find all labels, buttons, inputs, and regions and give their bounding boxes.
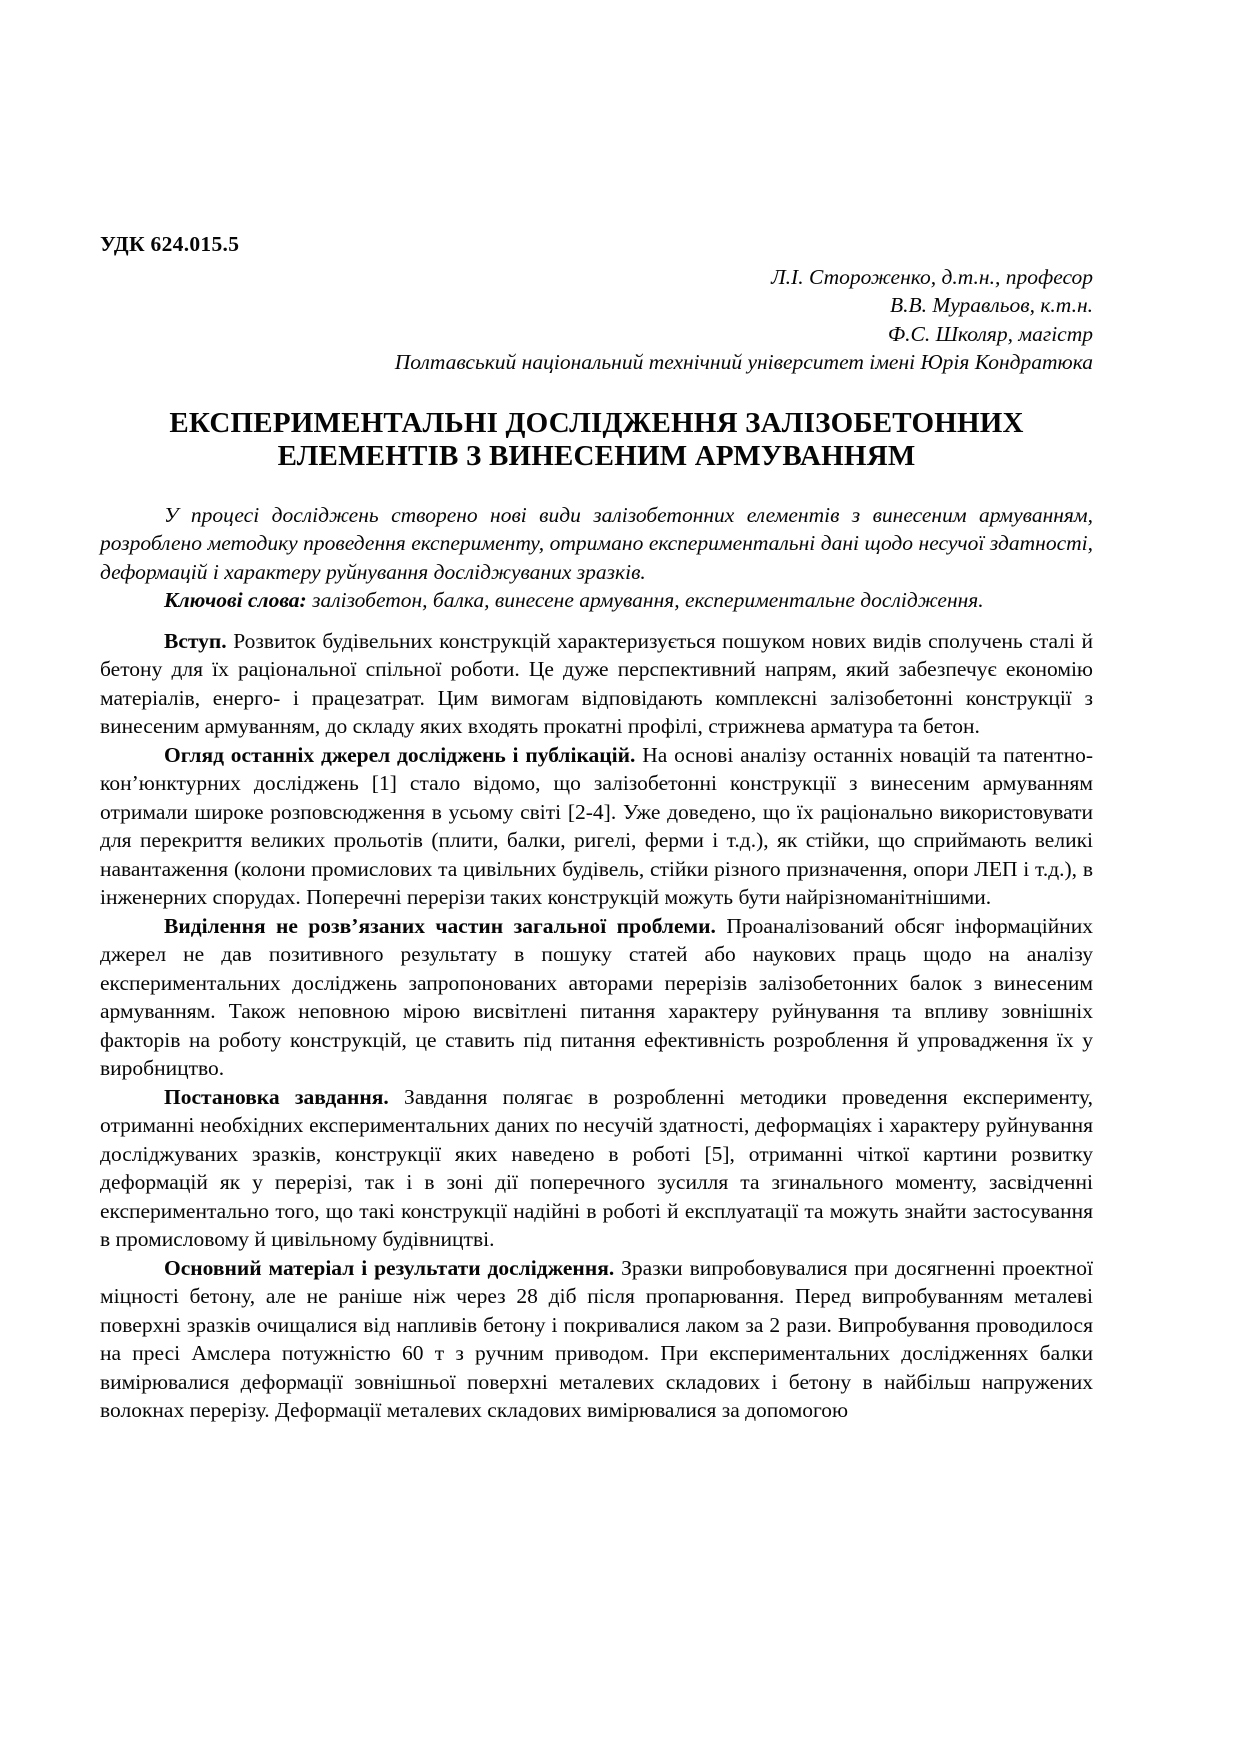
section-main-material <box>100 1254 1093 1425</box>
author-line-2: В.В. Муравльов, к.т.н. <box>889 293 1093 317</box>
section-review-text: На основі аналізу останніх новацій та патентно-кон’юнктурних досліджень [1] стало відомо, що залізобетонні конструкції з винесеним армуванням отримали широке розповсюдження в усьому світі [2-4]. Уже доведено, що їх раціонально використовувати для перекриття великих прольотів (плити, балки, ригелі, ферми і т.д.), як стійки, що сприймають великі навантаження (колони промислових та цивільних будівель, стійки різного призначення, опори ЛЕП і т.д.), в інженерних спорудах. Поперечні перерізи таких конструкцій можуть бути найрізноманітнішими. <box>100 742 1093 909</box>
section-task-statement <box>100 1083 1093 1254</box>
document-body <box>100 230 1093 1425</box>
section-intro <box>100 627 1093 741</box>
abstract: У процесі досліджень створено нові види залізобетонних елементів з винесеним армуванням, розроблено методику проведення експерименту, отримано експериментальні дані щодо несучої здатності, деформацій і характеру руйнування досліджуваних зразків. <box>100 502 1093 584</box>
authors-block <box>100 263 1093 349</box>
article-title <box>100 407 1093 473</box>
section-unsolved-problem-heading: Виділення не розв’язаних частин загальної проблеми. <box>164 913 716 938</box>
author-line-3: Ф.С. Школяр, магістр <box>887 321 1093 346</box>
affiliation: Полтавський національний технічний університет імені Юрія Кондратюка <box>394 350 1093 374</box>
section-main-material-heading: Основний матеріал і результати дослідження. <box>164 1255 615 1280</box>
section-review-heading: Огляд останніх джерел досліджень і публікацій. <box>164 742 636 767</box>
section-task-statement-text: Завдання полягає в розробленні методики проведення експерименту, отриманні необхідних експериментальних даних по несучій здатності, деформаціях і характеру руйнування досліджуваних зразків, конструкції яких наведено в роботі [5], отриманні чіткої картини розвитку деформацій як у перерізі, так і в зоні дії поперечного зусилля та згинального моменту, засвідченні експериментально того, що такі конструкції надійні в роботі й експлуатації та можуть знайти застосування в промисловому й цивільному будівництві. <box>100 1084 1093 1251</box>
article-title-line-1: ЕКСПЕРИМЕНТАЛЬНІ ДОСЛІДЖЕННЯ ЗАЛІЗОБЕТОННИХ <box>169 406 1024 439</box>
keywords-text: залізобетон, балка, винесене армування, експериментальне дослідження. <box>312 588 984 612</box>
section-intro-text: Розвиток будівельних конструкцій характеризується пошуком нових видів сполучень сталі й бетону для їх раціональної спільної роботи. Це дуже перспективний напрям, який забезпечує економію матеріалів, енерго- і працезатрат. Цим вимогам відповідають комплексні залізобетонні конструкції з винесеним армуванням, до складу яких входять прокатні профілі, стрижнева арматура та бетон. <box>100 628 1093 738</box>
udc-number: УДК 624.015.5 <box>100 232 240 256</box>
section-unsolved-problem <box>100 912 1093 1083</box>
section-intro-heading: Вступ. <box>164 628 227 653</box>
author-line-1: Л.І. Стороженко, д.т.н., професор <box>771 264 1093 289</box>
section-unsolved-problem-text: Проаналізований обсяг інформаційних джерел не дав позитивного результату в пошуку статей або наукових праць щодо на аналізу експериментальних досліджень запропонованих авторами перерізів залізобетонних балок з винесеним армуванням. Також неповною мірою висвітлені питання характеру руйнування та впливу зовнішніх факторів на роботу конструкцій, це ставить під питання ефективність розроблення й упровадження їх у виробництво. <box>100 913 1094 1080</box>
section-task-statement-heading: Постановка завдання. <box>164 1084 389 1109</box>
keywords <box>100 586 1093 615</box>
section-review <box>100 741 1093 912</box>
article-title-line-2: ЕЛЕМЕНТІВ З ВИНЕСЕНИМ АРМУВАННЯМ <box>277 439 916 472</box>
section-main-material-text: Зразки випробовувалися при досягненні проектної міцності бетону, але не раніше ніж через 28 діб після пропарювання. Перед випробуванням металеві поверхні зразків очищалися від напливів бетону і покривалися лаком за 2 рази. Випробування проводилося на пресі Амслера потужністю 60 т з ручним приводом. При експериментальних дослідженнях балки вимірювалися деформації зовнішньої поверхні металевих складових і бетону в найбільш напружених волокнах перерізу. Деформації металевих складових вимірювалися за допомогою <box>100 1255 1093 1422</box>
keywords-label: Ключові слова: <box>164 588 307 612</box>
